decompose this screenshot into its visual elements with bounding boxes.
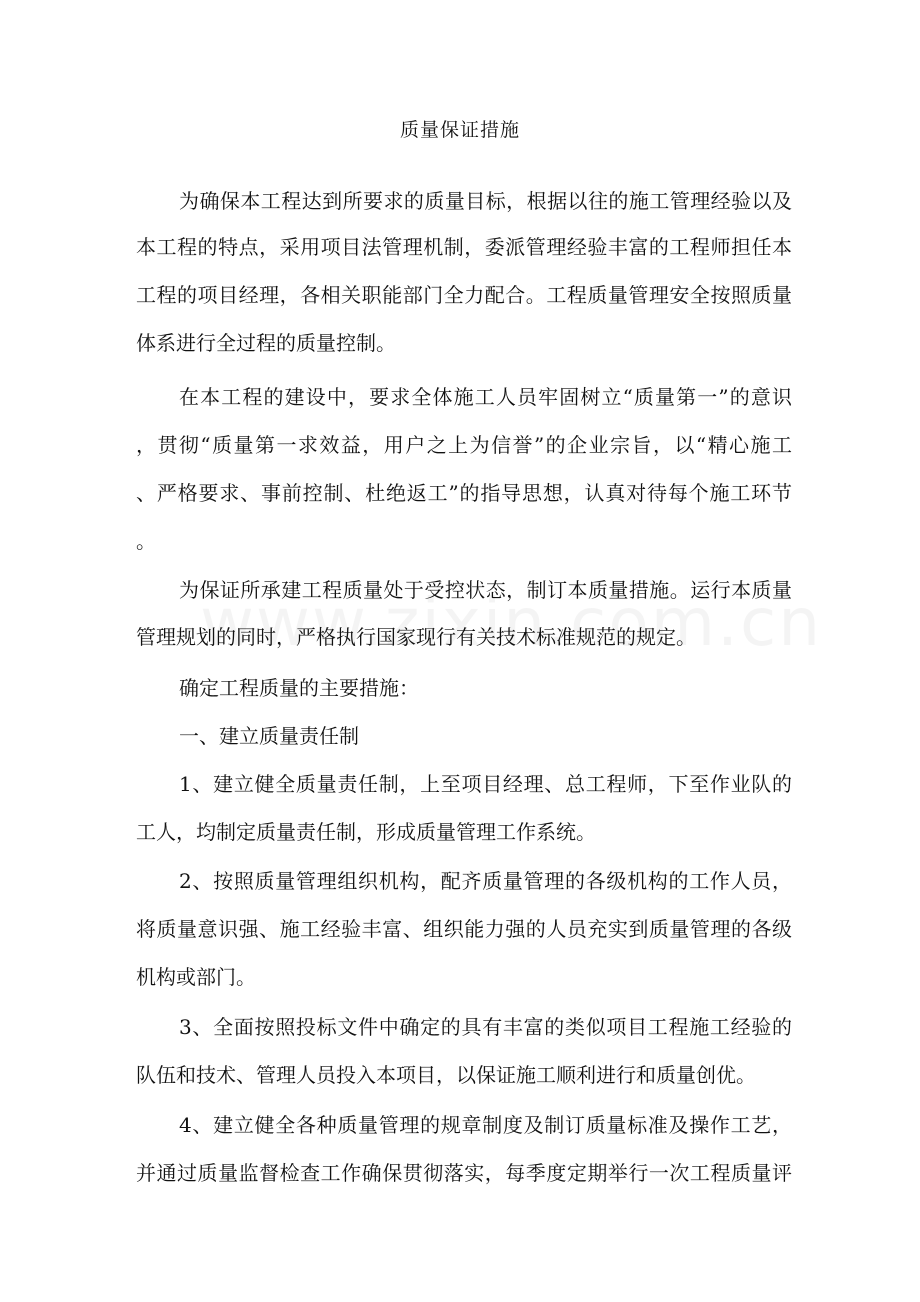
paragraph-line: 管理规划的同时，严格执行国家现行有关技术标准规范的规定。 [136, 625, 696, 649]
paragraph-line: 为保证所承建工程质量处于受控状态，制订本质量措施。运行本质量 [179, 578, 792, 602]
paragraph-line: 在本工程的建设中，要求全体施工人员牢固树立“质量第一”的意识 [179, 385, 792, 409]
paragraph-line: 3、全面按照投标文件中确定的具有丰富的类似项目工程施工经验的 [179, 1015, 792, 1039]
paragraph-line: 体系进行全过程的质量控制。 [136, 331, 396, 355]
paragraph-line: 、严格要求、事前控制、杜绝返工”的指导思想，认真对待每个施工环节 [136, 481, 792, 505]
paragraph-line: 。 [136, 529, 156, 553]
paragraph-line: 本工程的特点，采用项目法管理机制，委派管理经验丰富的工程师担任本 [136, 235, 792, 259]
paragraph-line: 4、建立健全各种质量管理的规章制度及制订质量标准及操作工艺， [179, 1113, 792, 1137]
paragraph-line: 机构或部门。 [136, 965, 256, 989]
paragraph-line: 并通过质量监督检查工作确保贯彻落实，每季度定期举行一次工程质量评 [136, 1161, 792, 1185]
document-title: 质量保证措施 [399, 119, 520, 141]
paragraph-line: 工程的项目经理，各相关职能部门全力配合。工程质量管理安全按照质量 [136, 283, 792, 307]
paragraph-line: 为确保本工程达到所要求的质量目标，根据以往的施工管理经验以及 [179, 189, 792, 213]
paragraph-line: ，贯彻“质量第一求效益，用户之上为信誉”的企业宗旨，以“精心施工 [136, 433, 792, 457]
paragraph-line: 2、按照质量管理组织机构，配齐质量管理的各级机构的工作人员， [179, 869, 792, 893]
paragraph-line: 1、建立健全质量责任制，上至项目经理、总工程师，下至作业队的 [179, 772, 792, 796]
paragraph-line: 队伍和技术、管理人员投入本项目，以保证施工顺利进行和质量创优。 [136, 1063, 756, 1087]
section-heading: 一、建立质量责任制 [179, 724, 359, 748]
paragraph-line: 工人，均制定质量责任制，形成质量管理工作系统。 [136, 820, 596, 844]
paragraph-line: 将质量意识强、施工经验丰富、组织能力强的人员充实到质量管理的各级 [136, 917, 792, 941]
section-heading: 确定工程质量的主要措施： [179, 676, 419, 700]
